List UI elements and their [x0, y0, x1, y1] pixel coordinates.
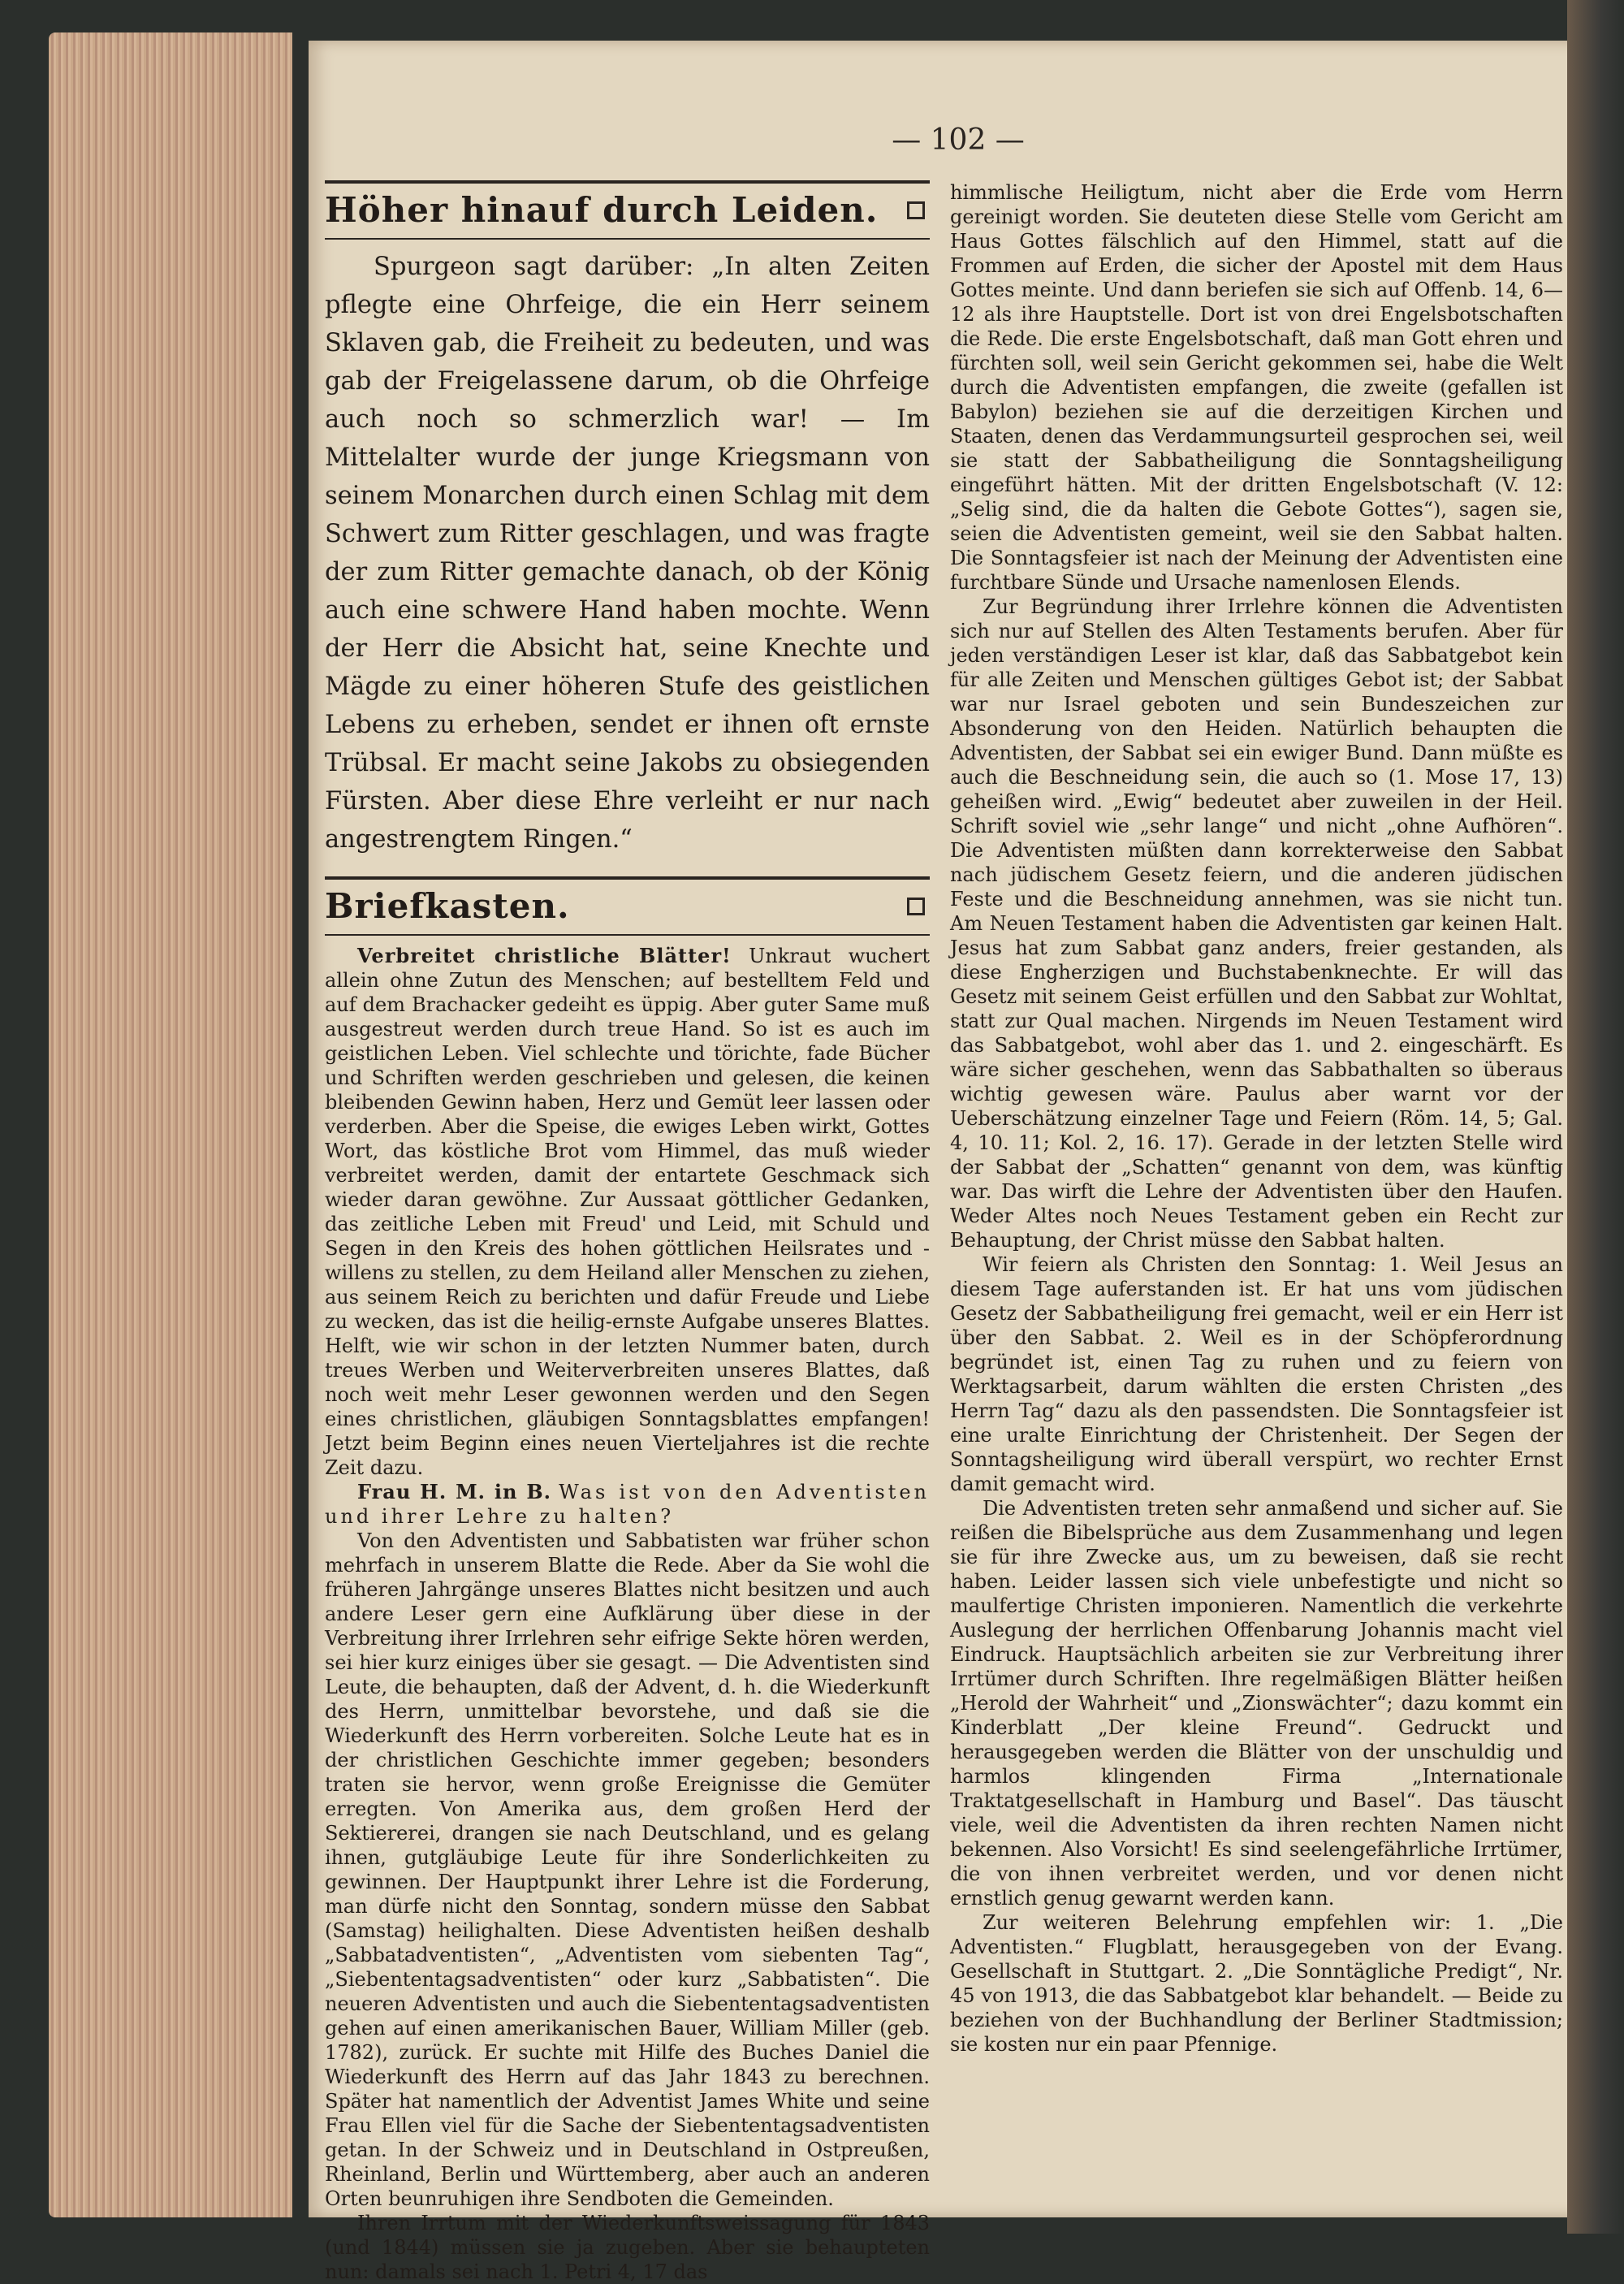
paragraph: Wir feiern als Christen den Sonntag: 1. Weil Jesus an diesem Tage auferstanden ist. Er hat uns vom jüdischen Gesetz der Sabbatheiligung frei gemacht, weil er ein Herr ist über den Sabbat. 2. Weil es in der Schöpferordnung begründet ist, einen Tag zu ruhen und zu feiern von Werktagsarbeit, darum wählten die ersten Christen „des Herrn Tag“ dazu als den passendsten. Die Sonntagsfeier ist eine uralte Einrichtung der Christenheit. Der Segen der Sonntagsheiligung wird überall verspürt, wo rechter Ernst damit gemacht wird. [950, 1253, 1563, 1495]
paragraph: Zur weiteren Belehrung empfehlen wir: 1. „Die Adventisten.“ Flugblatt, herausgegeben von der Evang. Gesellschaft in Stuttgart. 2. „Die Sonntägliche Predigt“, Nr. 45 von 1913, die das Sabbatgebot klar behandelt. — Beide zu beziehen von der Buchhandlung der Berliner Stadtmission; sie kosten nur ein paar Pfennige. [950, 1911, 1563, 2056]
run-in-heading: Verbreitet christliche Blätter! [357, 944, 732, 967]
left-column [325, 180, 930, 2284]
reader-question: Was ist von den Adventisten und ihrer Lehre zu halten? [325, 1481, 930, 1528]
briefkasten-body-right [950, 180, 1563, 2057]
section-title-briefkasten: Briefkasten. [325, 886, 570, 926]
paragraph: Ihren Irrtum mit der Wiederkunftsweissagung für 1843 (und 1844) müssen sie ja zugeben. Aber sie behaupteten nun: damals sei nach 1. Petri 4, 17 das [325, 2212, 930, 2283]
book-page-edges [49, 32, 292, 2217]
paragraph: Zur Begründung ihrer Irrlehre können die Adventisten sich nur auf Stellen des Alten Testaments berufen. Aber für jeden verständigen Leser ist klar, daß das Sabbatgebot kein für alle Zeiten und Menschen gültiges Gebot ist; der Sabbat war nur Israel geboten und sein Bundeszeichen zur Absonderung von den Heiden. Natürlich behaupten die Adventisten, der Sabbat sei ein ewiger Bund. Dann müßte es auch die Beschneidung sein, die auch so (1. Mose 17, 13) geheißen wird. „Ewig“ bedeutet aber zuweilen in der Heil. Schrift soviel wie „sehr lange“ und nicht „ohne Aufhören“. Die Adventisten müßten dann korrekterweise den Sabbat nach jüdischem Gesetz feiern, und die anderen jüdischen Feste und die Beschneidung annehmen, was sie nicht tun. Am Neuen Testament haben die Adventisten gar keinen Halt. Jesus hat zum Sabbat ganz anders, freier gestanden, als diese Engherzigen und Buchstabenknechte. Er will das Gesetz mit seinem Geist erfüllen und den Sabbat zur Wohltat, statt zur Qual machen. Nirgends im Neuen Testament wird das Sabbatgebot, wohl aber das 1. und 2. eingeschärft. Es wäre sicher geschehen, wenn das Sabbathalten so überaus wichtig gewesen wäre. Paulus aber warnt vor der Ueberschätzung einzelner Tage und Feiern (Röm. 14, 5; Gal. 4, 10. 11; Kol. 2, 16. 17). Gerade in der letzten Stelle wird der Sabbat der „Schatten“ genannt von dem, was künftig war. Das wirft die Lehre der Adventisten über den Haufen. Weder Altes noch Neues Testament geben ein Recht zur Behauptung, der Christ müsse den Sabbat halten. [950, 595, 1563, 1252]
paragraph: Die Adventisten treten sehr anmaßend und sicher auf. Sie reißen die Bibelsprüche aus dem Zusammenhang und legen sie für ihre Zwecke aus, um zu beweisen, daß sie recht haben. Leider lassen sich viele unbefestigte und nicht so maulfertige Christen imponieren. Namentlich die verkehrte Auslegung der herrlichen Offenbarung Johannis macht viel Eindruck. Hauptsächlich arbeiten sie zur Verbreitung ihrer Irrtümer durch Schriften. Ihre regelmäßigen Blätter heißen „Herold der Wahrheit“ und „Zionswächter“; dazu kommt ein Kinderblatt „Der kleine Freund“. Gedruckt und herausgegeben werden die Blätter von der unschuldig und harmlos klingenden Firma „Internationale Traktatgesellschaft in Hamburg und Basel“. Das täuscht viele, weil die Adventisten da ihren rechten Namen nicht bekennen. Also Vorsicht! Es sind seelengefährliche Irrtümer, die von ihnen verbreitet werden, und vor denen nicht ernstlich genug gewarnt werden kann. [950, 1497, 1563, 1910]
correspondent-name: Frau H. M. in B. [357, 1480, 551, 1503]
section-heading-bar [325, 876, 930, 936]
square-ornament-icon [907, 201, 925, 219]
paragraph [325, 944, 930, 1480]
briefkasten-body-left [325, 944, 930, 2284]
paragraph: Von den Adventisten und Sabbatisten war früher schon mehrfach in unserem Blatte die Rede. Aber da Sie wohl die früheren Jahrgänge unseres Blattes nicht besitzen und auch andere Leser gern eine Aufklärung über diese in der Verbreitung ihrer Irrlehren sehr eifrige Sekte hören werden, sei hier kurz einiges über sie gesagt. — Die Adventisten sind Leute, die behaupten, daß der Advent, d. h. die Wiederkunft des Herrn, unmittelbar bevorstehe, und daß sie die Wiederkunft des Herrn vorbereiten. Solche Leute hat es in der christlichen Geschichte immer gegeben; besonders traten sie hervor, wenn große Ereignisse die Gemüter erregten. Von Amerika aus, dem großen Herd der Sektiererei, drangen sie nach Deutschland, und es gelang ihnen, gutgläubige Leute für ihre Sonderlichkeiten zu gewinnen. Der Hauptpunkt ihrer Lehre ist die Forderung, man dürfe nicht den Sonntag, sondern müsse den Sabbat (Samstag) heilighalten. Diese Adventisten heißen deshalb „Sabbatadventisten“, „Adventisten vom siebenten Tag“, „Siebententagsadventisten“ oder kurz „Sabbatisten“. Die neueren Adventisten und auch die Siebententagsadventisten gehen auf einen amerikanischen Bauer, William Miller (geb. 1782), zurück. Er suchte mit Hilfe des Buches Daniel die Wiederkunft des Herrn auf das Jahr 1843 zu berechnen. Später hat namentlich der Adventist James White und seine Frau Ellen viel für die Sache der Siebententagsadventisten getan. In der Schweiz und in Deutschland in Ostpreußen, Rheinland, Berlin und Württemberg, aber auch an anderen Orten beunruhigen ihre Sendboten die Gemeinden. [325, 1529, 930, 2210]
spurgeon-paragraph: Spurgeon sagt darüber: „In alten Zeiten pflegte eine Ohrfeige, die ein Herr seinem Sklaven gab, die Freiheit zu bedeuten, und was gab der Freigelassene darum, ob die Ohrfeige auch noch so schmerzlich war! — Im Mittelalter wurde der junge Kriegsmann von seinem Monarchen durch einen Schlag mit dem Schwert zum Ritter geschlagen, und was fragte der zum Ritter gemachte danach, ob der König auch eine schwere Hand haben mochte. Wenn der Herr die Absicht hat, seine Knechte und Mägde zu einer höheren Stufe des geistlichen Lebens zu erheben, sendet er ihnen oft ernste Trübsal. Er macht seine Jakobs zu obsiegenden Fürsten. Aber diese Ehre verleiht er nur nach angestrengtem Ringen.“ [325, 253, 930, 854]
right-column [950, 180, 1563, 2057]
book-spine [1567, 0, 1624, 2234]
section-title-hoeher-hinauf: Höher hinauf durch Leiden. [325, 190, 879, 230]
page-number: — 102 — [892, 123, 1025, 157]
section-heading-bar [325, 180, 930, 240]
square-ornament-icon [907, 898, 925, 915]
paragraph-text: Unkraut wuchert allein ohne Zutun des Menschen; auf bestelltem Feld und auf dem Brachacker gedeiht es üppig. Aber guter Same muß ausgestreut werden durch treue Hand. So ist es auch im geistlichen Leben. Viel schlechte und törichte, fade Bücher und Schriften werden geschrieben und gelesen, die keinen bleibenden Gewinn haben, Herz und Gemüt leer lassen oder verderben. Aber die Speise, die ewiges Leben wirkt, Gottes Wort, das köstliche Brot vom Himmel, das muß wieder verbreitet werden, damit der entartete Geschmack sich wieder daran gewöhne. Zur Aussaat göttlicher Gedanken, das zeitliche Leben mit Freud' und Leid, mit Schuld und Segen in den Kreis des hohen göttlichen Heilsrates und -willens zu stellen, zu dem Heiland aller Menschen zu ziehen, aus seinem Reich zu berichten und dafür Freude und Liebe zu wecken, das ist die heilig-ernste Aufgabe unseres Blattes. Helft, wie wir schon in der letzten Nummer baten, durch treues Werben und Weiterverbreiten unseres Blattes, daß noch weit mehr Leser gewonnen werden und den Segen eines christlichen, gläubigen Sonntagsblattes empfangen! Jetzt beim Beginn eines neuen Vierteljahres ist die rechte Zeit dazu. [325, 945, 930, 1479]
paragraph [325, 1480, 930, 1529]
paragraph: himmlische Heiligtum, nicht aber die Erde vom Herrn gereinigt worden. Sie deuteten diese Stelle vom Gericht am Haus Gottes fälschlich auf den Himmel, statt auf die Frommen auf Erden, die sicher der Apostel mit dem Haus Gottes meinte. Und dann beriefen sie sich auf Offenb. 14, 6—12 als ihre Hauptstelle. Dort ist von drei Engelsbotschaften die Rede. Die erste Engelsbotschaft, daß man Gott ehren und fürchten soll, weil sein Gericht gekommen sei, habe die Welt durch die Adventisten empfangen, die zweite (gefallen ist Babylon) beziehen sie auf die derzeitigen Kirchen und Staaten, denen das Verdammungsurteil gesprochen sei, weil sie statt der Sabbatheiligung die Sonntagsheiligung eingeführt hätten. Mit der dritten Engelsbotschaft (V. 12: „Selig sind, die da halten die Gebote Gottes“), sagen sie, seien die Adventisten gemeint, weil sie den Sabbat halten. Die Sonntagsfeier ist nach der Meinung der Adventisten eine furchtbare Sünde und Ursache namenlosen Elends. [950, 181, 1563, 594]
